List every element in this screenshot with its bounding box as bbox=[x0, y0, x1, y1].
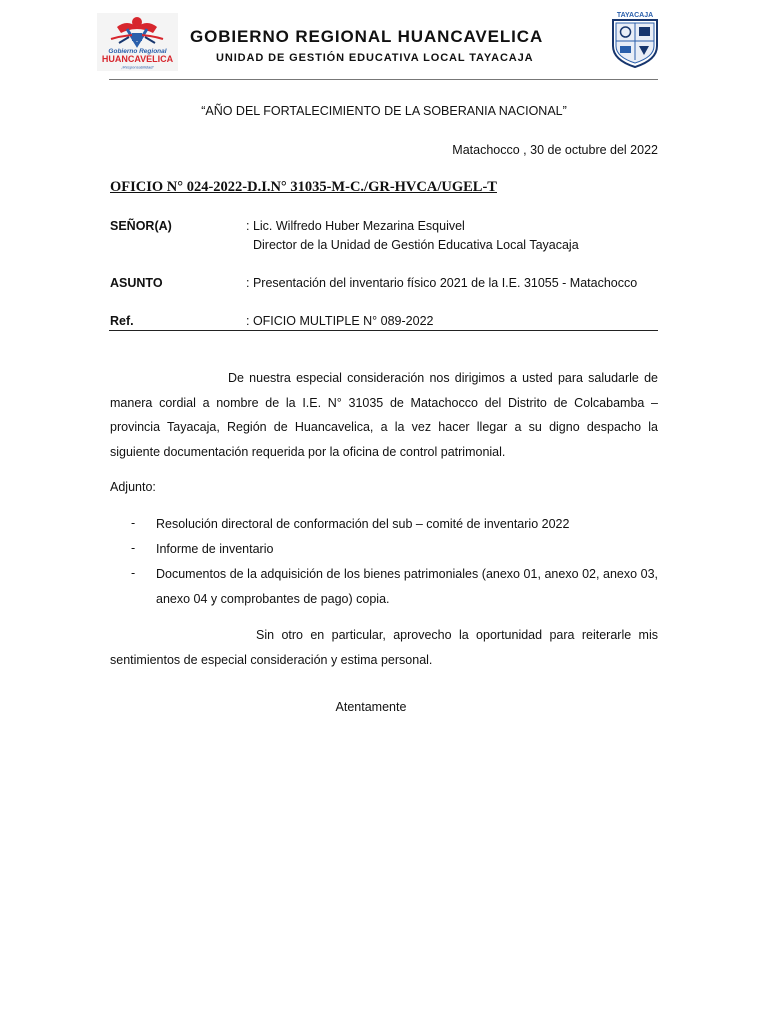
ref-value: : OFICIO MULTIPLE N° 089-2022 bbox=[246, 314, 434, 328]
gobierno-regional-logo-icon bbox=[97, 13, 178, 71]
header-subtitle: UNIDAD DE GESTIÓN EDUCATIVA LOCAL TAYACAJA bbox=[216, 52, 534, 64]
adjunto-label: Adjunto: bbox=[110, 480, 156, 494]
closing-salutation: Atentamente bbox=[335, 700, 407, 714]
ugel-tayacaja-shield bbox=[609, 10, 661, 68]
list-bullet: - bbox=[131, 566, 136, 580]
attachment-item: Resolución directoral de conformación del sub – comité de inventario 2022 bbox=[156, 517, 570, 531]
place-date: Matachocco , 30 de octubre del 2022 bbox=[452, 143, 658, 157]
ref-divider bbox=[109, 330, 658, 331]
senor-value-line2: Director de la Unidad de Gestión Educativa Local Tayacaja bbox=[253, 238, 579, 252]
senor-value-line1: : Lic. Wilfredo Huber Mezarina Esquivel bbox=[246, 219, 465, 233]
logo-line2: HUANCAVELICA bbox=[101, 54, 174, 64]
oficio-number: OFICIO N° 024-2022-D.I.N° 31035-M-C./GR-HVCA/UGEL-T bbox=[110, 179, 497, 195]
logo-line1: Gobierno Regional bbox=[108, 48, 167, 55]
paragraph-1-text: De nuestra especial consideración nos dirigimos a usted para saludarle de manera cordial a nombre de la I.E. N° 31035 de Matachocco del Distrito de Colcabamba – provincia Tayacaja, Región de Huancavelica, a la vez hacer llegar a su digno despacho la siguiente documentación requerida por la oficina de control patrimonial. bbox=[110, 371, 658, 459]
attachment-item: Documentos de la adquisición de los bienes patrimoniales (anexo 01, anexo 02, anexo 03, anexo 04 y comprobantes de pago) copia. bbox=[156, 567, 658, 606]
list-bullet: - bbox=[131, 541, 136, 555]
asunto-label: ASUNTO bbox=[110, 276, 163, 290]
list-bullet: - bbox=[131, 516, 136, 530]
ugel-tayacaja-shield-icon bbox=[609, 10, 661, 68]
body-paragraph-2 bbox=[110, 623, 658, 672]
header-divider bbox=[109, 79, 658, 80]
senor-label: SEÑOR(A) bbox=[110, 219, 172, 233]
ref-label: Ref. bbox=[110, 314, 134, 328]
header-title: GOBIERNO REGIONAL HUANCAVELICA bbox=[190, 27, 544, 46]
attachment-item: Informe de inventario bbox=[156, 542, 274, 556]
shield-label: TAYACAJA bbox=[616, 12, 654, 19]
year-motto: “AÑO DEL FORTALECIMIENTO DE LA SOBERANIA NACIONAL” bbox=[201, 104, 567, 118]
logo-tagline: ¡Responsabilidad! bbox=[121, 64, 154, 70]
asunto-value: : Presentación del inventario físico 2021 de la I.E. 31055 - Matachocco bbox=[246, 276, 638, 290]
gobierno-regional-logo bbox=[97, 13, 178, 71]
body-paragraph-1 bbox=[110, 366, 658, 464]
paragraph-2-text: Sin otro en particular, aprovecho la oportunidad para reiterarle mis sentimientos de especial consideración y estima personal. bbox=[110, 628, 658, 667]
